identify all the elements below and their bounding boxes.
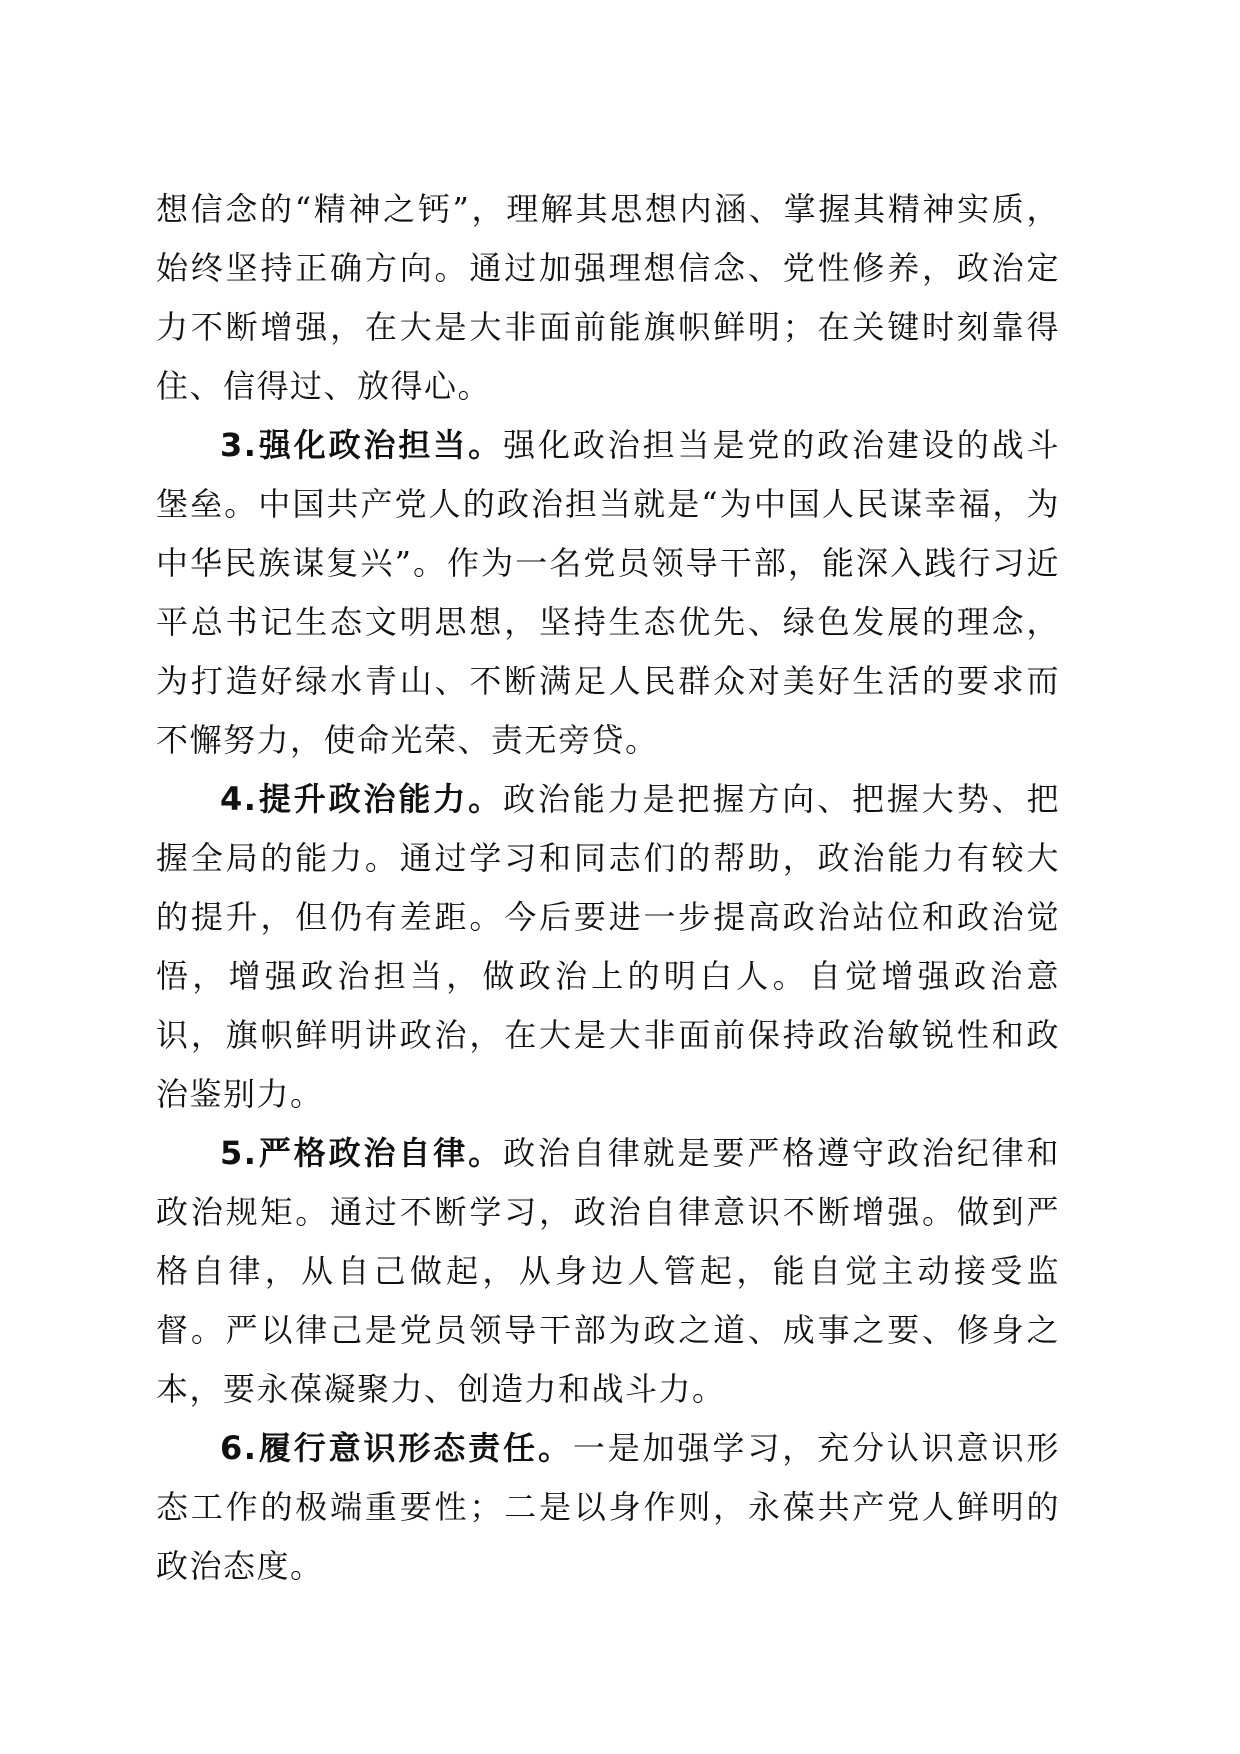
document-body <box>156 180 1060 1596</box>
paragraph-body: 强化政治担当是党的政治建设的战斗堡垒。中国共产党人的政治担当就是“为中国人民谋幸福，为中华民族谋复兴”。作为一名党员领导干部，能深入践行习近平总书记生态文明思想，坚持生态优先、绿色发展的理念，为打造好绿水青山、不断满足人民群众对美好生活的要求而不懈努力，使命光荣、责无旁贷。 <box>156 426 1060 759</box>
paragraph-ideology-responsibility <box>156 1419 1060 1596</box>
paragraph-body: 想信念的“精神之钙”，理解其思想内涵、掌握其精神实质，始终坚持正确方向。通过加强理想信念、党性修养，政治定力不断增强，在大是大非面前能旗帜鲜明；在关键时刻靠得住、信得过、放得心。 <box>156 190 1060 405</box>
paragraph-political-ability <box>156 770 1060 1124</box>
paragraph-heading: 3.强化政治担当。 <box>220 426 504 464</box>
paragraph-body: 政治能力是把握方向、把握大势、把握全局的能力。通过学习和同志们的帮助，政治能力有较大的提升，但仍有差距。今后要进一步提高政治站位和政治觉悟，增强政治担当，做政治上的明白人。自觉增强政治意识，旗帜鲜明讲政治，在大是大非面前保持政治敏锐性和政治鉴别力。 <box>156 780 1060 1113</box>
paragraph-body: 政治自律就是要严格遵守政治纪律和政治规矩。通过不断学习，政治自律意识不断增强。做到严格自律，从自己做起，从身边人管起，能自觉主动接受监督。严以律己是党员领导干部为政之道、成事之要、修身之本，要永葆凝聚力、创造力和战斗力。 <box>156 1134 1060 1408</box>
paragraph-heading: 6.履行意识形态责任。 <box>220 1429 573 1467</box>
paragraph-heading: 4.提升政治能力。 <box>220 780 504 818</box>
paragraph-political-responsibility <box>156 416 1060 770</box>
paragraph-body: 一是加强学习，充分认识意识形态工作的极端重要性；二是以身作则，永葆共产党人鲜明的政治态度。 <box>156 1429 1060 1585</box>
paragraph-political-discipline <box>156 1124 1060 1419</box>
paragraph-continued <box>156 180 1060 416</box>
paragraph-heading: 5.严格政治自律。 <box>220 1134 504 1172</box>
